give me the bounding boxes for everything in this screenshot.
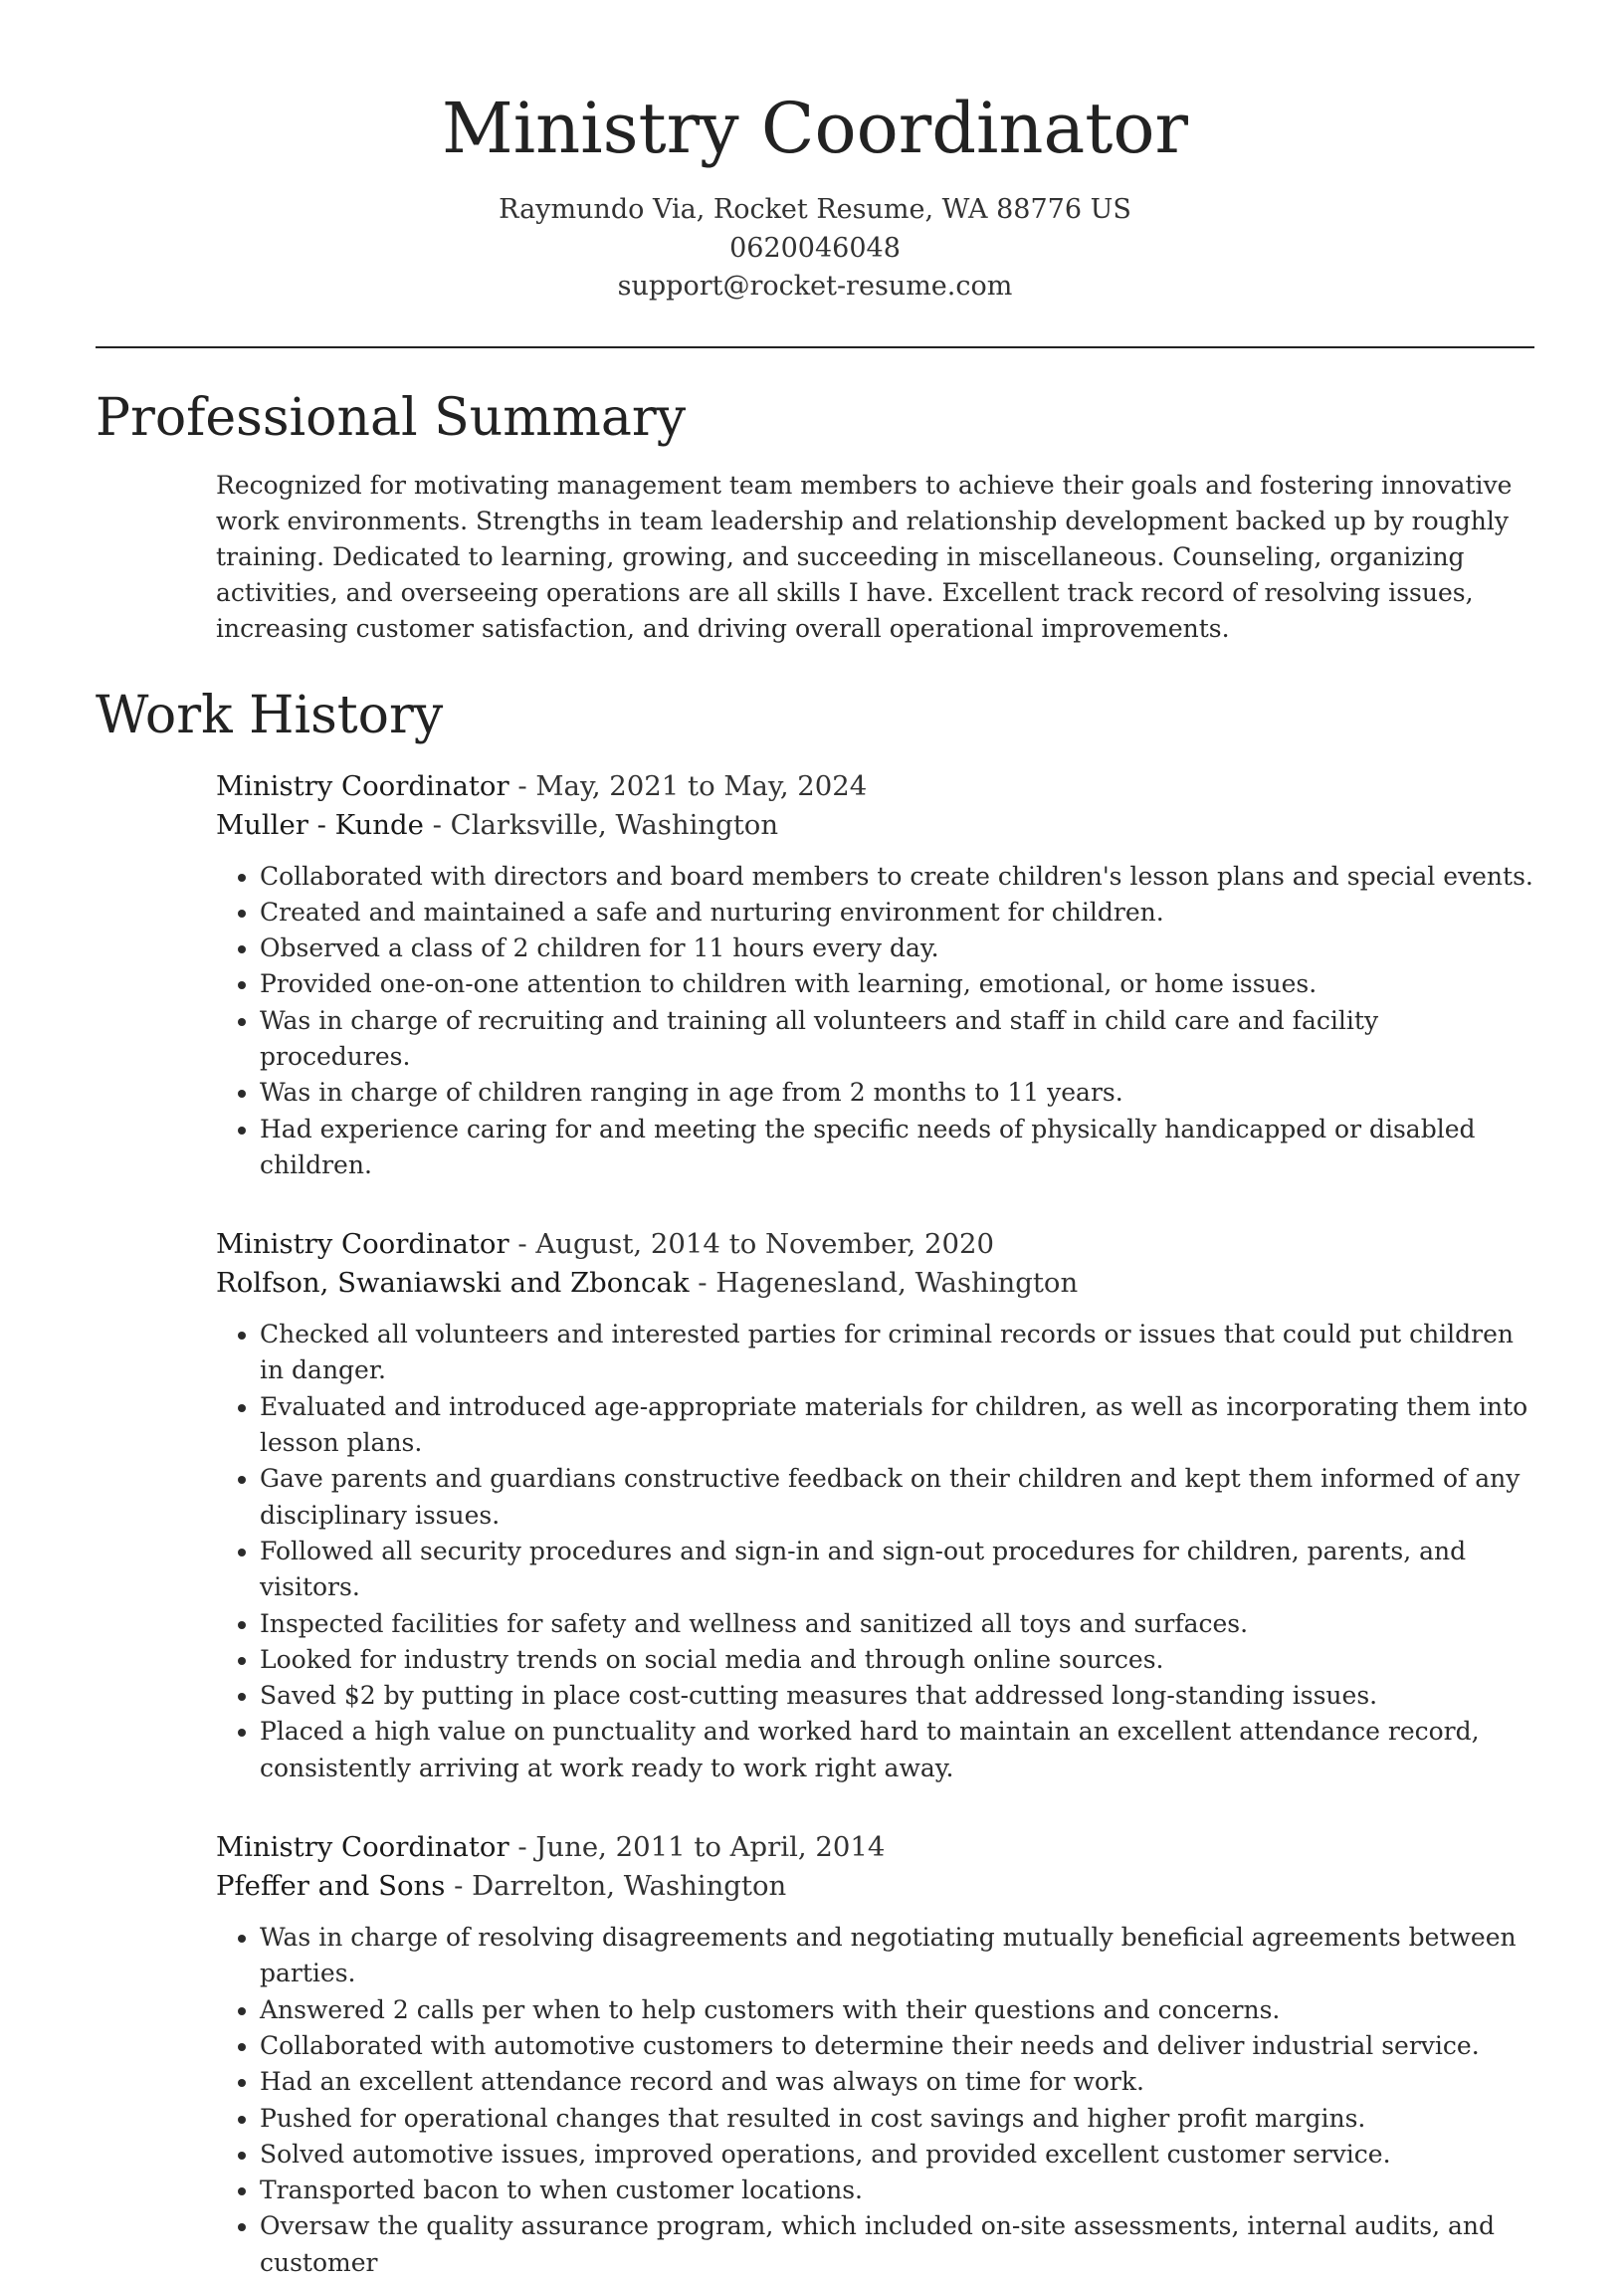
job-duty-item: • Provided one-on-one attention to children with learning, emotional, or home issues.: [260, 966, 1534, 1002]
job-duty-item: • Collaborated with automotive customers to determine their needs and deliver industrial service.: [260, 2028, 1534, 2064]
job-company-line: [216, 1264, 1534, 1303]
job-duty-item: • Collaborated with directors and board members to create children's lesson plans and special events.: [260, 859, 1534, 895]
phone-number: 0620046048: [729, 232, 901, 264]
job-duty-item: • Saved $2 by putting in place cost-cutting measures that addressed long-standing issues.: [260, 1678, 1534, 1714]
header-divider: [96, 346, 1534, 348]
job-duty-item: • Placed a high value on punctuality and worked hard to maintain an excellent attendance record, consistently arriving at work ready to work right away.: [260, 1714, 1534, 1786]
job-duty-item: • Transported bacon to when customer locations.: [260, 2173, 1534, 2208]
job-duties-list: [216, 1317, 1534, 1786]
job-company: Muller - Kunde: [216, 808, 424, 841]
job-entry: [216, 1225, 1534, 1786]
job-entry: [216, 767, 1534, 1184]
job-duty-item: • Evaluated and introduced age-appropriate materials for children, as well as incorporating them into lesson plans.: [260, 1389, 1534, 1462]
job-duty-item: • Created and maintained a safe and nurturing environment for children.: [260, 895, 1534, 931]
job-duty-item: • Answered 2 calls per when to help customers with their questions and concerns.: [260, 1992, 1534, 2028]
job-duties-list: [216, 1920, 1534, 2281]
job-location: - Darrelton, Washington: [445, 1870, 787, 1903]
job-title-line: [216, 767, 1534, 806]
job-position: Ministry Coordinator: [216, 769, 509, 802]
job-entry: [216, 1828, 1534, 2281]
job-dates: - May, 2021 to May, 2024: [508, 769, 868, 802]
summary-heading: Professional Summary: [96, 387, 687, 448]
job-duties-list: [216, 859, 1534, 1184]
job-duty-item: • Was in charge of recruiting and training all volunteers and staff in child care and facility procedures.: [260, 1003, 1534, 1076]
job-duty-item: • Pushed for operational changes that resulted in cost savings and higher profit margins.: [260, 2101, 1534, 2137]
job-duty-item: • Had an excellent attendance record and was always on time for work.: [260, 2064, 1534, 2100]
job-duty-item: • Had experience caring for and meeting the specific needs of physically handicapped or disabled children.: [260, 1112, 1534, 1184]
work-history-heading: Work History: [96, 685, 444, 745]
contact-info: [96, 191, 1534, 307]
job-dates: - August, 2014 to November, 2020: [508, 1228, 994, 1261]
job-duty-item: • Solved automotive issues, improved operations, and provided excellent customer service.: [260, 2137, 1534, 2173]
job-location: - Hagenesland, Washington: [689, 1267, 1079, 1300]
job-position: Ministry Coordinator: [216, 1228, 509, 1261]
job-title-line: [216, 1828, 1534, 1867]
job-duty-item: • Observed a class of 2 children for 11 hours every day.: [260, 931, 1534, 966]
job-duty-item: • Looked for industry trends on social media and through online sources.: [260, 1642, 1534, 1678]
job-duty-item: • Gave parents and guardians constructive feedback on their children and kept them informed of any disciplinary issues.: [260, 1461, 1534, 1534]
job-company-line: [216, 806, 1534, 845]
job-duty-item: • Oversaw the quality assurance program, which included on-site assessments, internal audits, and customer: [260, 2208, 1534, 2281]
resume-header: [96, 0, 1534, 307]
summary-text: Recognized for motivating management team members to achieve their goals and fostering innovative work environments. Strengths in team leadership and relationship development backed up by roughly training. Dedicated to learning, growing, and succeeding in miscellaneous. Counseling, organizing activities, and overseeing operations are all skills I have. Excellent track record of resolving issues, increasing customer satisfaction, and driving overall operational improvements.: [216, 470, 1513, 644]
address: Raymundo Via, Rocket Resume, WA 88776 US: [499, 194, 1131, 225]
job-duty-item: • Was in charge of children ranging in age from 2 months to 11 years.: [260, 1075, 1534, 1111]
job-company: Pfeffer and Sons: [216, 1870, 446, 1903]
candidate-name: Ministry Coordinator: [442, 88, 1188, 169]
job-duty-item: • Inspected facilities for safety and wellness and sanitized all toys and surfaces.: [260, 1606, 1534, 1642]
email-address: support@rocket-resume.com: [617, 271, 1013, 302]
job-position: Ministry Coordinator: [216, 1831, 509, 1864]
job-duty-item: • Checked all volunteers and interested parties for criminal records or issues that could put children in danger.: [260, 1317, 1534, 1389]
job-location: - Clarksville, Washington: [423, 808, 779, 841]
job-company-line: [216, 1867, 1534, 1906]
job-duty-item: • Was in charge of resolving disagreements and negotiating mutually beneficial agreements between parties.: [260, 1920, 1534, 1992]
job-company: Rolfson, Swaniawski and Zboncak: [216, 1267, 690, 1300]
job-dates: - June, 2011 to April, 2014: [508, 1831, 886, 1864]
job-duty-item: • Followed all security procedures and sign-in and sign-out procedures for children, parents, and visitors.: [260, 1534, 1534, 1606]
job-title-line: [216, 1225, 1534, 1264]
resume-page: [96, 0, 1534, 2281]
